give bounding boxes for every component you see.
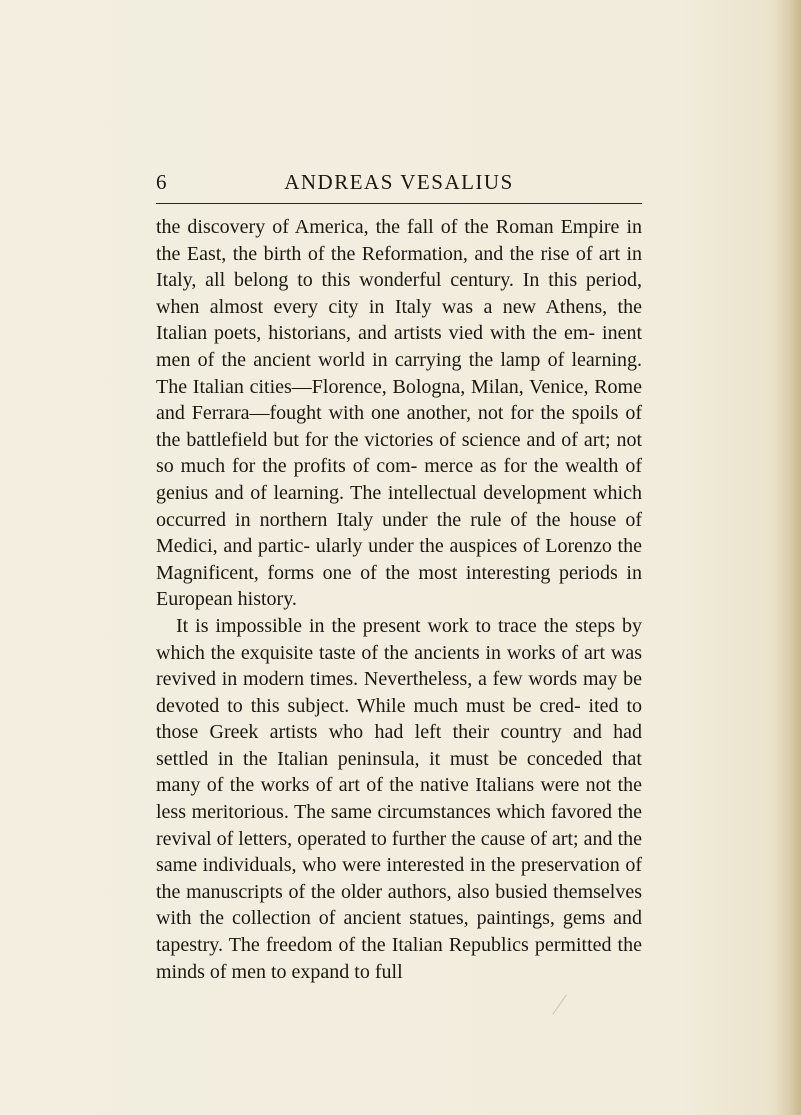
running-head: ANDREAS VESALIUS	[284, 170, 514, 194]
page-edge-shadow	[775, 0, 801, 1115]
body-text	[156, 214, 642, 985]
page-header	[156, 170, 642, 200]
paragraph-2: It is impossible in the present work to trace the steps by which the exquisite taste of the ancients in works of art was revived in modern times. Nevertheless, a few words may be devoted to this subject. While much must be cred- ited to those Greek artists who had left their country and had settled in the Italian peninsula, it must be conceded that many of the works of art of the native Italians were not the less meritorious. The same circumstances which favored the revival of letters, operated to further the cause of art; and the same individuals, who were interested in the preservation of the manuscripts of the older authors, also busied themselves with the collection of ancient statues, paintings, gems and tapestry. The freedom of the Italian Republics permitted the minds of men to expand to full	[156, 614, 642, 983]
page-number: 6	[156, 170, 167, 194]
pencil-mark	[552, 994, 576, 1021]
header-rule	[156, 203, 642, 204]
paragraph-1: the discovery of America, the fall of the Roman Empire in the East, the birth of the Reformation, and the rise of art in Italy, all belong to this wonderful century. In this period, when almost every city in Italy was a new Athens, the Italian poets, historians, and artists vied with the em- inent men of the ancient world in carrying the lamp of learning. The Italian cities—Florence, Bologna, Milan, Venice, Rome and Ferrara—fought with one another, not for the spoils of the battlefield but for the victories of science and of art; not so much for the profits of com- merce as for the wealth of genius and of learning. The intellectual development which occurred in northern Italy under the rule of the house of Medici, and partic- ularly under the auspices of Lorenzo the Magnificent, forms one of the most interesting periods in European history.	[156, 216, 642, 611]
